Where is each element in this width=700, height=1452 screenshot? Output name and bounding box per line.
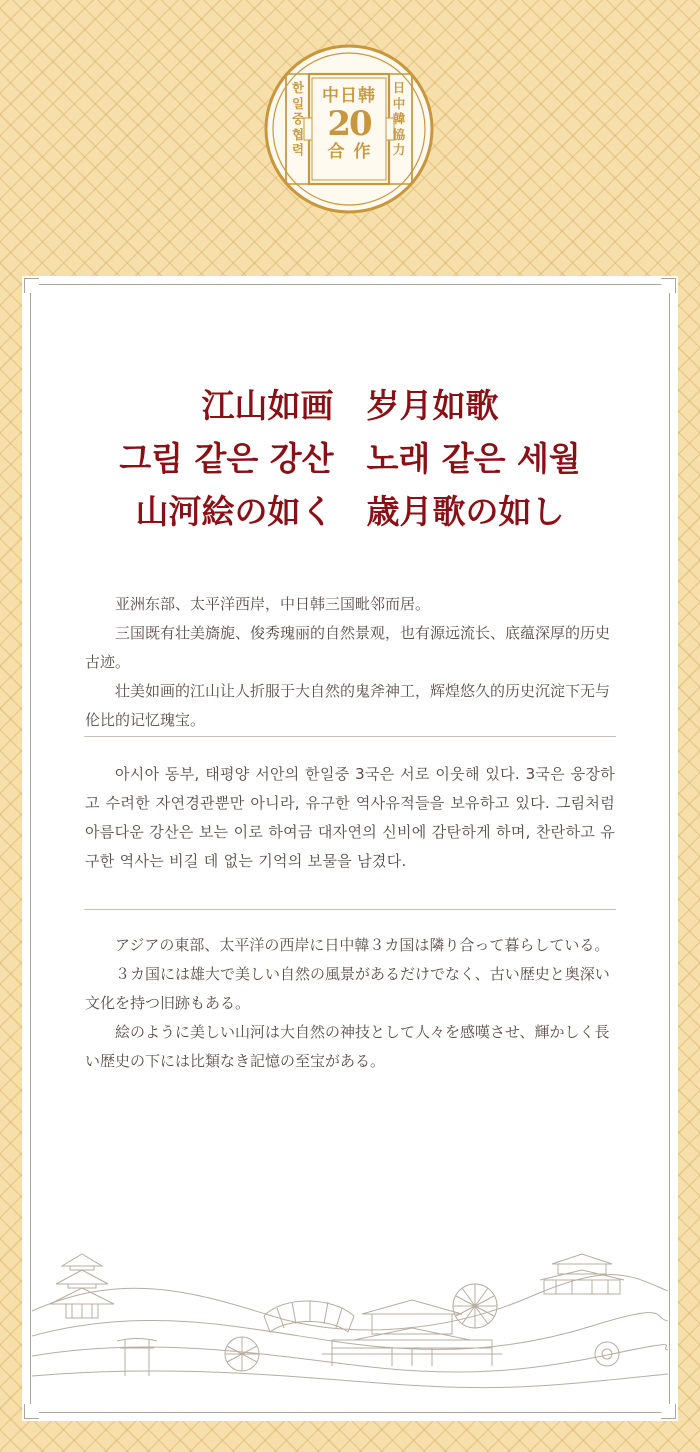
japanese-text-section <box>85 931 615 1076</box>
emblem-bottom-text: 合作 <box>327 142 380 162</box>
title-chinese: 江山如画 岁月如歌 <box>201 386 499 425</box>
emblem-center <box>314 82 384 176</box>
emblem-top-text: 中日韩 <box>322 86 376 106</box>
emblem-japanese-label: 日 中 韓 協 力 <box>392 80 406 157</box>
title-korean: 그림 같은 강산 노래 같은 세월 <box>119 439 581 478</box>
paragraph: アジアの東部、太平洋の西岸に日中韓３カ国は隣り合って暮らしている。 <box>115 936 610 954</box>
title-japanese: 山河絵の如く 歳月歌の如し <box>135 492 565 531</box>
emblem-number: 20 <box>327 104 371 144</box>
section-divider <box>84 909 616 910</box>
paragraph: 亚洲东部、太平洋西岸，中日韩三国毗邻而居。 <box>115 595 431 613</box>
content-panel <box>22 276 678 1421</box>
frame-corner-ornament <box>661 278 676 293</box>
pagoda-icon <box>50 1254 114 1318</box>
rosette-icon <box>595 1342 619 1366</box>
korean-text-section <box>85 760 615 876</box>
paragraph: 壮美如画的江山让人折服于大自然的鬼斧神工，辉煌悠久的历史沉淀下无与伦比的记忆瑰宝。 <box>85 682 611 729</box>
paragraph: 絵のように美しい山河は大自然の神技として人々を感嘆させ、輝かしく長い歴史の下には比類なき記憶の至宝がある。 <box>85 1023 610 1070</box>
lattice-sphere-icon <box>225 1337 259 1371</box>
landscape-illustration <box>32 1236 668 1411</box>
paragraph: ３カ国には雄大で美しい自然の風景があるだけでなく、古い歴史と奥深い文化を持つ旧跡もある。 <box>85 965 610 1012</box>
paragraph: 아시아 동부, 태평양 서안의 한일중 3국은 서로 이웃해 있다. 3국은 웅장하고 수려한 자연경관뿐만 아니라, 유구한 역사유적들을 보유하고 있다. 그림처럼 아름다운 강산은 보는 이로 하여금 대자연의 신비에 감탄하게 하며, 찬란하고 유구한 역사는 비길 데 없는 기억의 보물을 남겼다. <box>85 765 615 870</box>
section-divider <box>84 736 616 737</box>
torii-gate-icon <box>117 1339 157 1377</box>
frame-corner-ornament <box>24 278 39 293</box>
paragraph: 三国既有壮美旖旎、俊秀瑰丽的自然景观，也有源远流长、底蕴深厚的历史古迹。 <box>85 624 611 671</box>
cooperation-emblem <box>264 44 434 214</box>
emblem-korean-label: 한 일 중 협 력 <box>291 80 305 157</box>
title-block <box>22 379 678 538</box>
lattice-sphere-icon <box>453 1284 497 1328</box>
chinese-text-section <box>85 590 615 735</box>
stadium-icon <box>264 1300 354 1332</box>
